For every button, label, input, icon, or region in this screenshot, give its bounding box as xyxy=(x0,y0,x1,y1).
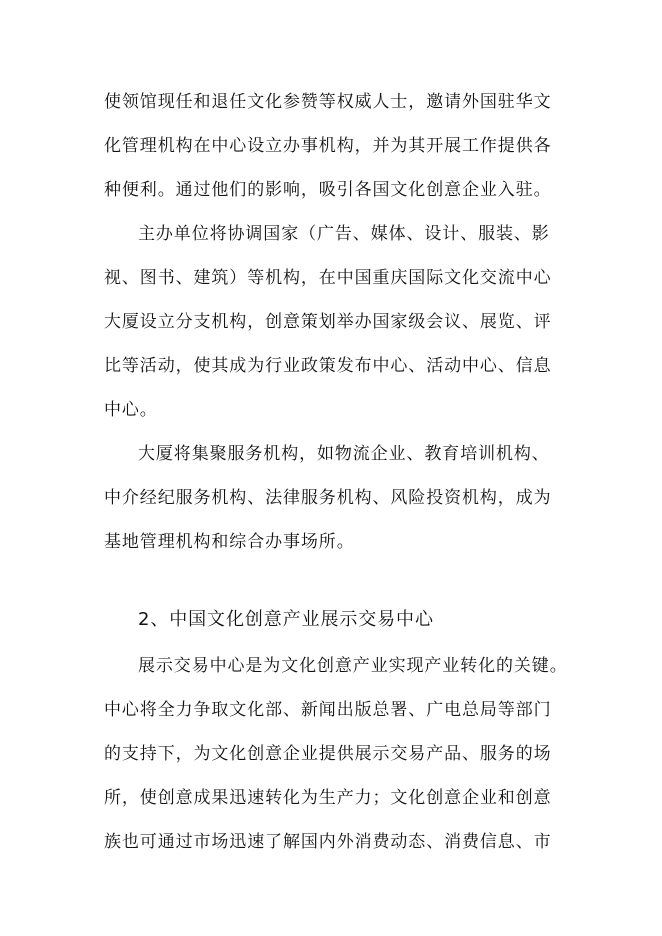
section-line-5: 族也可通过市场迅速了解国内外消费动态、消费信息、市 xyxy=(104,832,552,852)
section-line-1: 展示交易中心是为文化创意产业实现产业转化的关键。 xyxy=(138,656,568,676)
paragraph-2-line-1: 主办单位将协调国家（广告、媒体、设计、服装、影 xyxy=(138,224,550,244)
paragraph-2-line-2: 视、图书、建筑）等机构，在中国重庆国际文化交流中心 xyxy=(104,268,552,288)
paragraph-1-line-2: 化管理机构在中心设立办事机构，并为其开展工作提供各 xyxy=(104,136,552,156)
paragraph-2-line-4: 比等活动，使其成为行业政策发布中心、活动中心、信息 xyxy=(104,356,552,376)
paragraph-1-line-1: 使领馆现任和退任文化参赞等权威人士，邀请外国驻华文 xyxy=(104,92,552,112)
paragraph-3-line-3: 基地管理机构和综合办事场所。 xyxy=(104,532,355,552)
section-line-2: 中心将全力争取文化部、新闻出版总署、广电总局等部门 xyxy=(104,700,552,720)
paragraph-2-line-3: 大厦设立分支机构，创意策划举办国家级会议、展览、评 xyxy=(104,312,552,332)
section-line-4: 所，使创意成果迅速转化为生产力；文化创意企业和创意 xyxy=(104,788,552,808)
paragraph-3-line-1: 大厦将集聚服务机构，如物流企业、教育培训机构、 xyxy=(138,444,550,464)
section-line-3: 的支持下，为文化创意企业提供展示交易产品、服务的场 xyxy=(104,744,552,764)
paragraph-2-line-5: 中心。 xyxy=(104,400,158,420)
paragraph-3-line-2: 中介经纪服务机构、法律服务机构、风险投资机构，成为 xyxy=(104,488,552,508)
section-heading: 2、中国文化创意产业展示交易中心 xyxy=(138,609,434,630)
paragraph-1-line-3: 种便利。通过他们的影响，吸引各国文化创意企业入驻。 xyxy=(104,180,552,200)
